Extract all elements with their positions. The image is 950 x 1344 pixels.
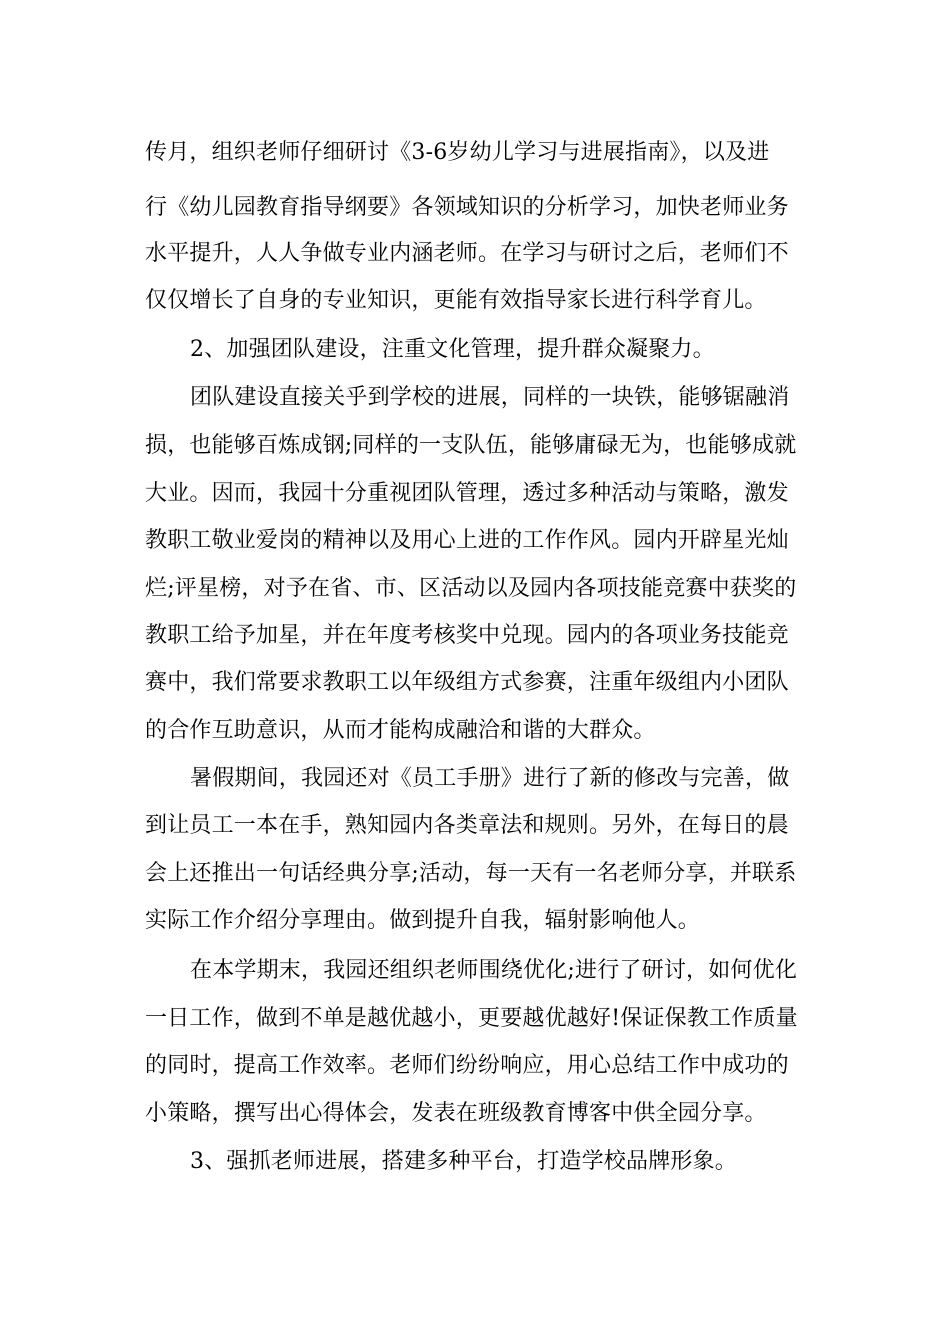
section-heading: 3、强抓老师进展，搭建多种平台，打造学校品牌形象。 bbox=[190, 1149, 737, 1174]
text-line: 水平提升，人人争做专业内涵老师。在学习与研讨之后，老师们不 bbox=[145, 241, 789, 266]
text-line: 的合作互助意识，从而才能构成融洽和谐的大群众。 bbox=[145, 718, 656, 743]
text-line: 教职工给予加星，并在年度考核奖中兑现。园内的各项业务技能竞 bbox=[145, 623, 789, 648]
section-heading: 2、加强团队建设，注重文化管理，提升群众凝聚力。 bbox=[190, 337, 715, 362]
text-line: 损，也能够百炼成钢;同样的一支队伍，能够庸碌无为，也能够成就 bbox=[145, 433, 797, 458]
text-line: 在本学期末，我园还组织老师围绕优化;进行了研讨，如何优化 bbox=[190, 958, 798, 983]
text-line: 小策略，撰写出心得体会，发表在班级教育博客中供全园分享。 bbox=[145, 1101, 767, 1126]
text-line: 的同时，提高工作效率。老师们纷纷响应，用心总结工作中成功的 bbox=[145, 1053, 789, 1078]
text-line: 一日工作，做到不单是越优越小，更要越优越好!保证保教工作质量 bbox=[145, 1006, 798, 1031]
text-line: 实际工作介绍分享理由。做到提升自我，辐射影响他人。 bbox=[145, 908, 701, 933]
text-line: 教职工敬业爱岗的精神以及用心上进的工作作风。园内开辟星光灿 bbox=[145, 528, 789, 553]
text-line: 仅仅增长了自身的专业知识，更能有效指导家长进行科学育儿。 bbox=[145, 288, 767, 313]
text-line: 团队建设直接关乎到学校的进展，同样的一块铁，能够锯融消 bbox=[190, 385, 790, 410]
text-line: 到让员工一本在手，熟知园内各类章法和规则。另外，在每日的晨 bbox=[145, 813, 789, 838]
text-line: 暑假期间，我园还对《员工手册》进行了新的修改与完善，做 bbox=[190, 766, 790, 791]
text-line: 会上还推出一句话经典分享;活动，每一天有一名老师分享，并联系 bbox=[145, 861, 797, 886]
text-line: 大业。因而，我园十分重视团队管理，透过多种活动与策略，激发 bbox=[145, 481, 789, 506]
text-line: 赛中，我们常要求教职工以年级组方式参赛，注重年级组内小团队 bbox=[145, 670, 789, 695]
text-line: 烂;评星榜，对予在省、市、区活动以及园内各项技能竞赛中获奖的 bbox=[145, 576, 797, 601]
text-line: 传月，组织老师仔细研讨《3-6岁幼儿学习与进展指南》，以及进 bbox=[145, 140, 770, 165]
text-line: 行《幼儿园教育指导纲要》各领域知识的分析学习，加快老师业务 bbox=[145, 195, 789, 220]
